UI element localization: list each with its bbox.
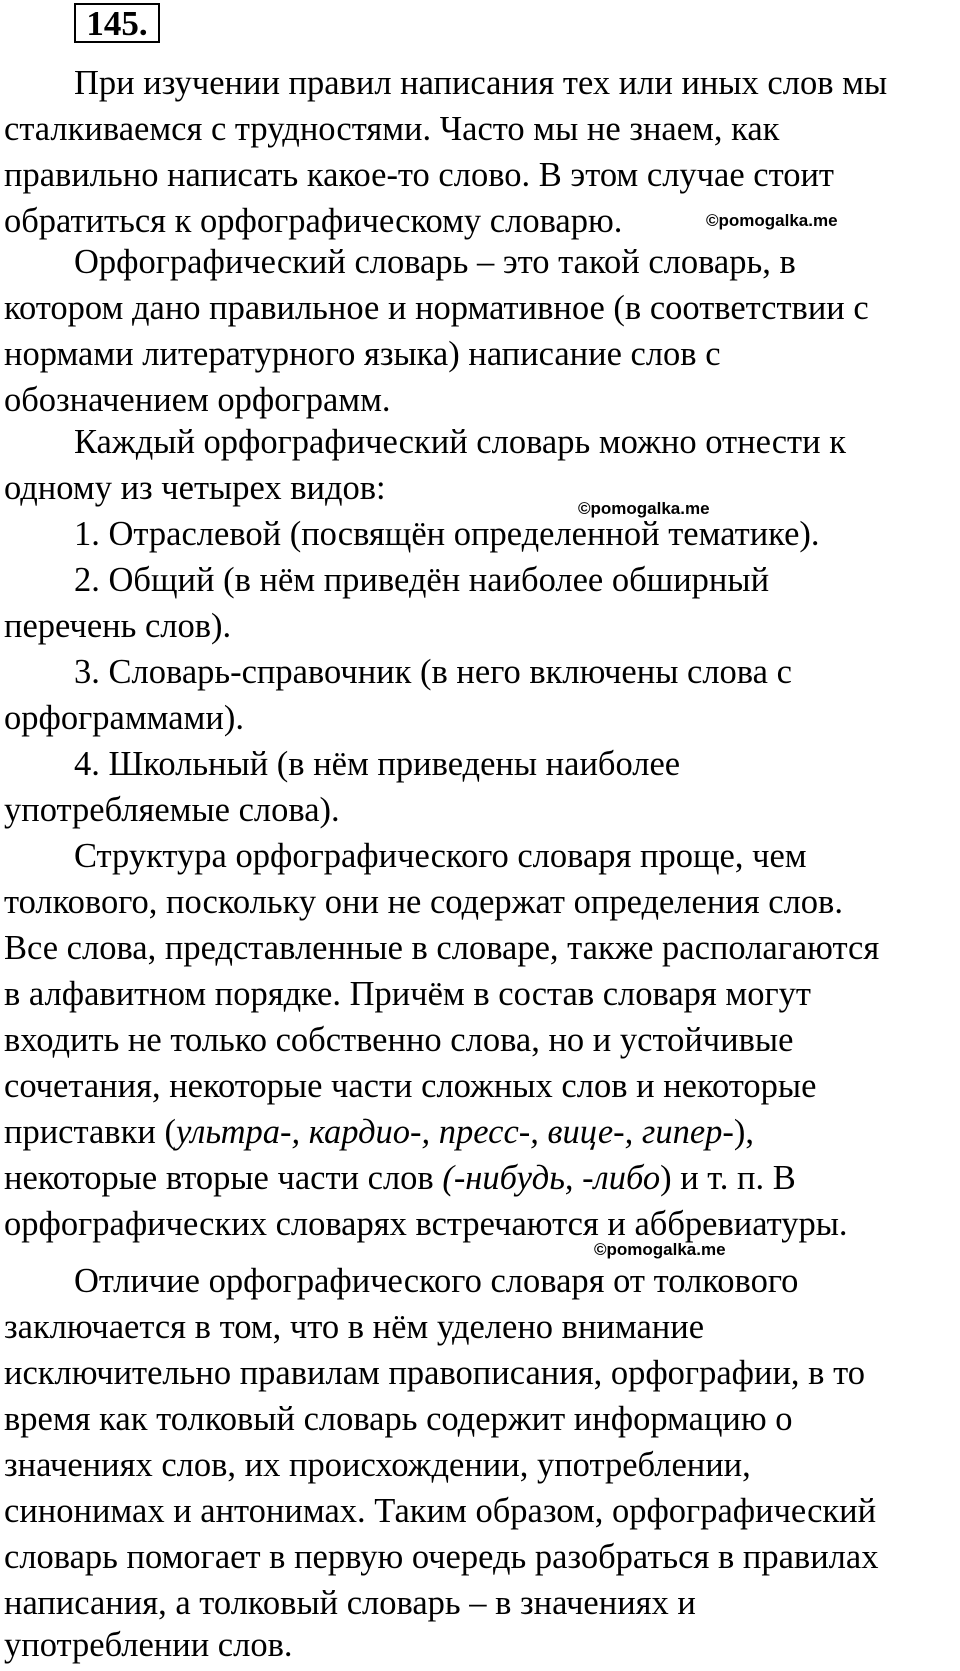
text-line: котором дано правильное и нормативное (в соответствии с bbox=[4, 289, 869, 327]
watermark: ©pomogalka.me bbox=[578, 499, 710, 518]
text-line: Структура орфографического словаря проще, чем bbox=[74, 837, 807, 875]
text-line: Орфографический словарь – это такой словарь, в bbox=[74, 243, 796, 281]
list-item: 1. Отраслевой (посвящён определенной тематике). bbox=[74, 515, 820, 553]
text-line: правильно написать какое-то слово. В этом случае стоит bbox=[4, 156, 834, 194]
text-line: сочетания, некоторые части сложных слов и некоторые bbox=[4, 1067, 817, 1105]
text-line: сталкиваемся с трудностями. Часто мы не знаем, как bbox=[4, 110, 780, 148]
italic-examples: (-нибудь, -либо bbox=[442, 1159, 661, 1197]
text-line: словарь помогает в первую очередь разобраться в правилах bbox=[4, 1538, 879, 1576]
text-line: нормами литературного языка) написание слов с bbox=[4, 335, 721, 373]
italic-examples: ультра-, кардио-, пресс-, вице-, гипер- bbox=[175, 1113, 734, 1151]
text-span: некоторые вторые части слов bbox=[4, 1159, 443, 1197]
exercise-number: 145. bbox=[74, 3, 160, 43]
text-line: толкового, поскольку они не содержат определения слов. bbox=[4, 883, 843, 921]
text-line: входить не только собственно слова, но и устойчивые bbox=[4, 1021, 794, 1059]
text-line: в алфавитном порядке. Причём в состав словаря могут bbox=[4, 975, 811, 1013]
text-line: Отличие орфографического словаря от толкового bbox=[74, 1262, 799, 1300]
text-line: синонимах и антонимах. Таким образом, орфографический bbox=[4, 1492, 877, 1530]
text-line: употреблении слов. bbox=[4, 1626, 293, 1664]
watermark: ©pomogalka.me bbox=[706, 211, 838, 230]
text-line: орфографических словарях встречаются и аббревиатуры. bbox=[4, 1205, 848, 1243]
text-line bbox=[4, 1109, 754, 1155]
list-item: 4. Школьный (в нём приведены наиболее bbox=[74, 745, 681, 783]
text-span: приставки ( bbox=[4, 1113, 176, 1151]
text-line: Каждый орфографический словарь можно отнести к bbox=[74, 423, 846, 461]
text-line: орфограммами). bbox=[4, 699, 244, 737]
text-line: перечень слов). bbox=[4, 607, 232, 645]
watermark: ©pomogalka.me bbox=[594, 1240, 726, 1259]
text-line: употребляемые слова). bbox=[4, 791, 340, 829]
text-line: обозначением орфограмм. bbox=[4, 381, 391, 419]
text-line: значениях слов, их происхождении, употреблении, bbox=[4, 1446, 751, 1484]
text-line: одному из четырех видов: bbox=[4, 469, 386, 507]
text-line: Все слова, представленные в словаре, также располагаются bbox=[4, 929, 880, 967]
text-span: ), bbox=[733, 1113, 755, 1151]
text-line: обратиться к орфографическому словарю. bbox=[4, 202, 623, 240]
text-line: заключается в том, что в нём уделено внимание bbox=[4, 1308, 705, 1346]
text-span: ) и т. п. В bbox=[660, 1159, 796, 1197]
list-item: 2. Общий (в нём приведён наиболее обширный bbox=[74, 561, 770, 599]
list-item: 3. Словарь-справочник (в него включены слова с bbox=[74, 653, 792, 691]
text-line: исключительно правилам правописания, орфографии, в то bbox=[4, 1354, 865, 1392]
text-line: время как толковый словарь содержит информацию о bbox=[4, 1400, 793, 1438]
text-line: При изучении правил написания тех или иных слов мы bbox=[74, 64, 888, 102]
text-line bbox=[4, 1155, 796, 1201]
text-line: написания, а толковый словарь – в значениях и bbox=[4, 1584, 696, 1622]
